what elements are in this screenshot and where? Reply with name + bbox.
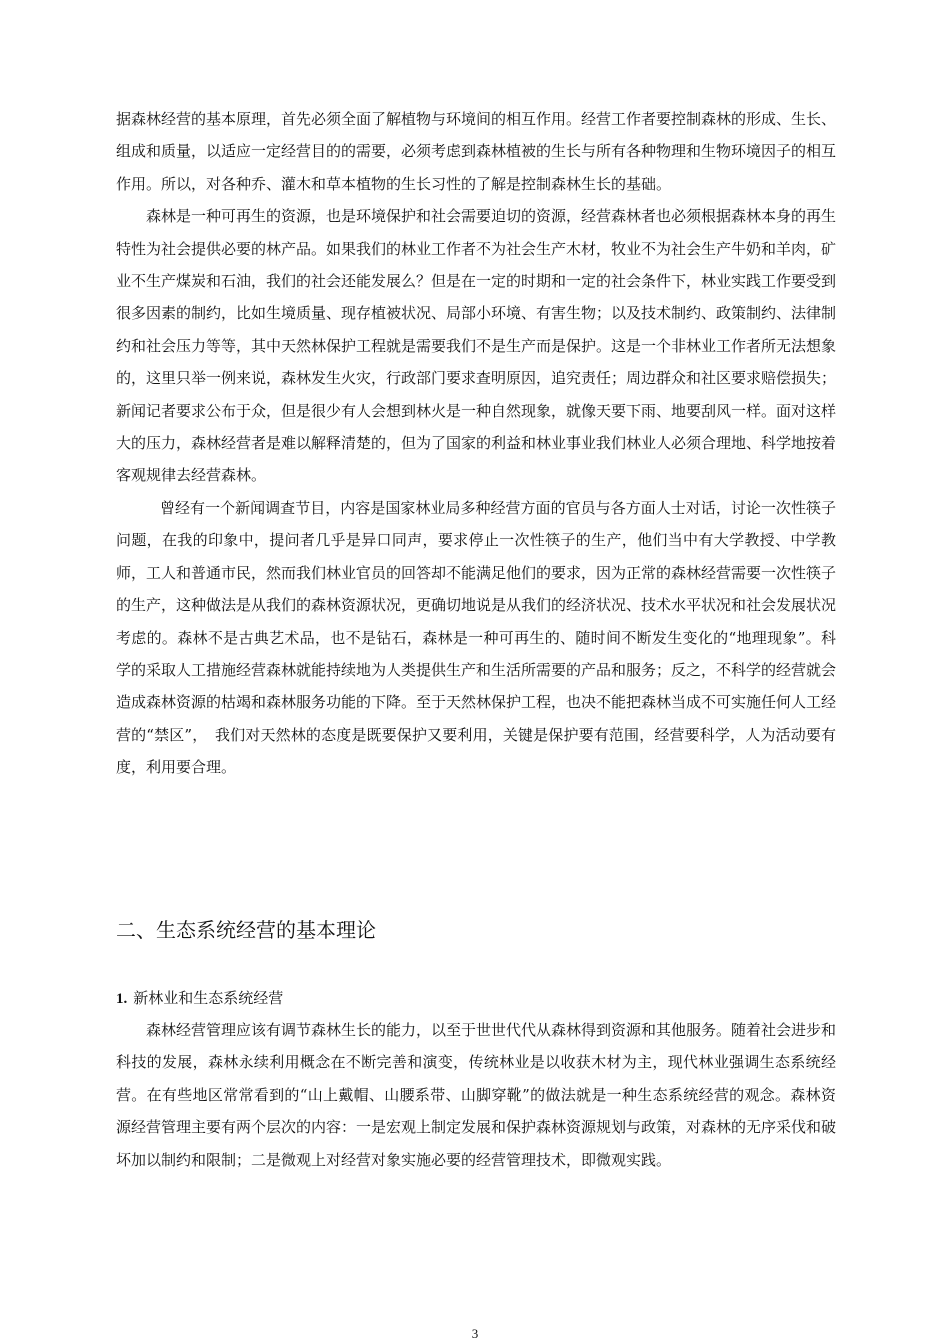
subsection-heading xyxy=(116,982,283,1015)
body-text-bottom xyxy=(116,1014,836,1176)
paragraph-chopsticks-debate: 曾经有一个新闻调查节目，内容是国家林业局多种经营方面的官员与各方面人士对话，讨论一次性筷子问题，在我的印象中，提问者几乎是异口同声，要求停止一次性筷子的生产，他们当中有大学教授、中学教师，工人和普通市民，然而我们林业官员的回答却不能满足他们的要求，因为正常的森林经营需要一次性筷子的生产，这种做法是从我们的森林资源状况，更确切地说是从我们的经济状况、技术水平状况和社会发展状况考虑的。森林不是古典艺术品，也不是钻石，森林是一种可再生的、随时间不断发生变化的“地理现象”。科学的采取人工措施经营森林就能持续地为人类提供生产和生活所需要的产品和服务；反之，不科学的经营就会造成森林资源的枯竭和森林服务功能的下降。至于天然林保护工程，也决不能把森林当成不可实施任何人工经营的“禁区”， 我们对天然林的态度是既要保护又要利用，关键是保护要有范围，经营要科学，人为活动要有度，利用要合理。 xyxy=(116,498,837,777)
paragraph-forest-principles: 据森林经营的基本原理，首先必须全面了解植物与环境间的相互作用。经营工作者要控制森林的形成、生长、组成和质量，以适应一定经营目的的需要，必须考虑到森林植被的生长与所有各种物理和生物环境因子的相互作用。所以，对各种乔、灌木和草本植物的生长习性的了解是控制森林生长的基础。 xyxy=(116,110,837,193)
subsection-title: 新林业和生态系统经营 xyxy=(133,989,284,1007)
paragraph-renewable-resource: 森林是一种可再生的资源，也是环境保护和社会需要迫切的资源，经营森林者也必须根据森林本身的再生特性为社会提供必要的林产品。如果我们的林业工作者不为社会生产木材，牧业不为社会生产牛奶和羊肉，矿业不生产煤炭和石油，我们的社会还能发展么？但是在一定的时期和一定的社会条件下，林业实践工作要受到很多因素的制约，比如生境质量、现存植被状况、局部小环境、有害生物；以及技术制约、政策制约、法律制约和社会压力等等，其中天然林保护工程就是需要我们不是生产而是保护。这是一个非林业工作者所无法想象的，这里只举一例来说，森林发生火灾，行政部门要求查明原因，追究责任；周边群众和社区要求赔偿损失；新闻记者要求公布于众，但是很少有人会想到林火是一种自然现象，就像天要下雨、地要刮风一样。面对这样大的压力，森林经营者是难以解释清楚的，但为了国家的利益和林业事业我们林业人必须合理地、科学地按着客观规律去经营森林。 xyxy=(116,207,837,485)
body-text-top xyxy=(116,103,836,784)
section-heading: 二、生态系统经营的基本理论 xyxy=(116,918,376,942)
subsection-number: 1. xyxy=(116,991,128,1007)
page-number: 3 xyxy=(471,1326,479,1341)
paragraph-forest-management: 森林经营管理应该有调节森林生长的能力，以至于世世代代从森林得到资源和其他服务。随着社会进步和科技的发展，森林永续利用概念在不断完善和演变，传统林业是以收获木材为主，现代林业强调生态系统经营。在有些地区常常看到的“山上戴帽、山腰系带、山脚穿靴”的做法就是一种生态系统经营的观念。森林资源经营管理主要有两个层次的内容：一是宏观上制定发展和保护森林资源规划与政策，对森林的无序采伐和破坏加以制约和限制；二是微观上对经营对象实施必要的经营管理技术，即微观实践。 xyxy=(116,1021,837,1169)
